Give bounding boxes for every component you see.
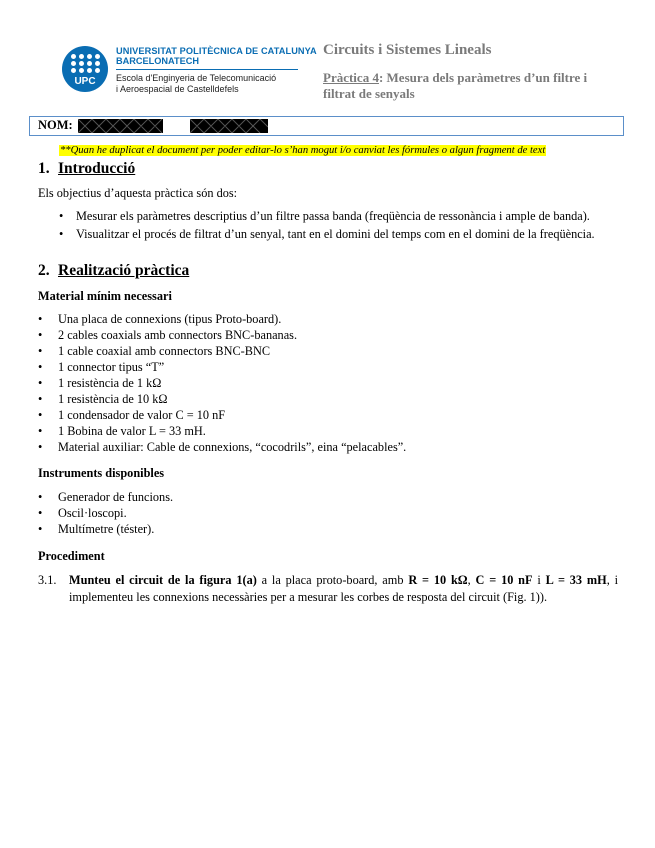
instrument-item: Multímetre (téster). [58, 522, 155, 536]
bullet-icon: • [38, 506, 43, 520]
bullet-icon: • [38, 344, 43, 358]
material-item: Material auxiliar: Cable de connexions, “cocodrils”, eina “pelacables”. [58, 440, 407, 454]
redacted-name-2 [190, 119, 268, 133]
bullet-icon: • [38, 424, 43, 438]
instrument-item: Oscil·loscopi. [58, 506, 127, 520]
bullet-icon: • [38, 360, 43, 374]
instrument-item: Generador de funcions. [58, 490, 174, 504]
logo-line1: UNIVERSITAT POLITÈCNICA DE CATALUNYA [116, 46, 317, 56]
upc-dots-icon [71, 54, 99, 78]
step-text-d: , i implementeu les connexions necessàries per a mesurar les corbes de resposta del circuit (Fig. 1)). [69, 573, 619, 604]
practica-title [323, 70, 613, 102]
step-text [69, 572, 618, 606]
step-text-c: i [532, 573, 546, 587]
logo-line3: Escola d'Enginyeria de Telecomunicació [116, 73, 277, 83]
university-logo [62, 44, 317, 100]
bullet-icon: • [38, 490, 43, 504]
material-item: 1 connector tipus “T” [58, 360, 165, 374]
course-title: Circuits i Sistemes Lineals [323, 42, 492, 58]
material-heading: Material mínim necessari [38, 289, 172, 303]
redaction-pattern-icon [78, 119, 163, 133]
redacted-name-1 [78, 119, 163, 133]
step-text-a: a la placa proto-board, amb [256, 573, 409, 587]
logo-line2: BARCELONATECH [116, 56, 200, 66]
section1-title: Introducció [58, 160, 136, 177]
objective-2: Visualitzar el procés de filtrat d’un senyal, tant en el domini del temps com en el domini de la freqüència. [76, 227, 595, 241]
bullet-icon: • [38, 328, 43, 342]
bullet-icon: • [59, 209, 64, 223]
section2-number: 2. [38, 262, 50, 279]
step-r: R = 10 kΩ [408, 573, 468, 587]
material-item: 1 resistència de 10 kΩ [58, 392, 168, 406]
logo-divider [116, 69, 298, 70]
material-item: Una placa de connexions (tipus Proto-board). [58, 312, 282, 326]
material-item: 1 resistència de 1 kΩ [58, 376, 162, 390]
bullet-icon: • [38, 408, 43, 422]
instruments-heading: Instruments disponibles [38, 466, 165, 480]
step-bold: Munteu el circuit de la figura 1(a) [69, 573, 257, 587]
section1-heading [38, 160, 135, 178]
step-text-b: , [467, 573, 476, 587]
logo-line4: i Aeroespacial de Castelldefels [116, 84, 239, 94]
step-number: 3.1. [38, 573, 57, 587]
material-item: 1 cable coaxial amb connectors BNC-BNC [58, 344, 271, 358]
step-c: C = 10 nF [475, 573, 533, 587]
section1-number: 1. [38, 160, 50, 177]
material-item: 1 Bobina de valor L = 33 mH. [58, 424, 206, 438]
upc-emblem [62, 46, 108, 92]
procedure-heading: Procediment [38, 549, 105, 563]
material-item: 1 condensador de valor C = 10 nF [58, 408, 226, 422]
step-l: L = 33 mH [545, 573, 607, 587]
objective-1: Mesurar els paràmetres descriptius d’un filtre passa banda (freqüència de ressonància i ample de banda). [76, 209, 590, 223]
section2-title: Realització pràctica [58, 262, 190, 279]
bullet-icon: • [38, 522, 43, 536]
edit-note: **Quan he duplicat el document per poder editar-lo s’han mogut i/o canviat les fórmules o algun fragment de text [60, 145, 546, 156]
redaction-pattern-icon [190, 119, 268, 133]
material-item: 2 cables coaxials amb connectors BNC-bananas. [58, 328, 298, 342]
name-label: NOM: [38, 118, 73, 132]
practica-number: Pràctica 4 [323, 70, 379, 85]
section1-intro: Els objectius d’aquesta pràctica són dos: [38, 186, 238, 200]
practica-subtitle: : Mesura dels paràmetres d’un filtre i filtrat de senyals [323, 70, 588, 101]
bullet-icon: • [59, 227, 64, 241]
bullet-icon: • [38, 440, 43, 454]
name-field[interactable] [29, 116, 624, 136]
logo-abbr: UPC [74, 76, 96, 87]
bullet-icon: • [38, 376, 43, 390]
bullet-icon: • [38, 392, 43, 406]
bullet-icon: • [38, 312, 43, 326]
section2-heading [38, 262, 189, 280]
